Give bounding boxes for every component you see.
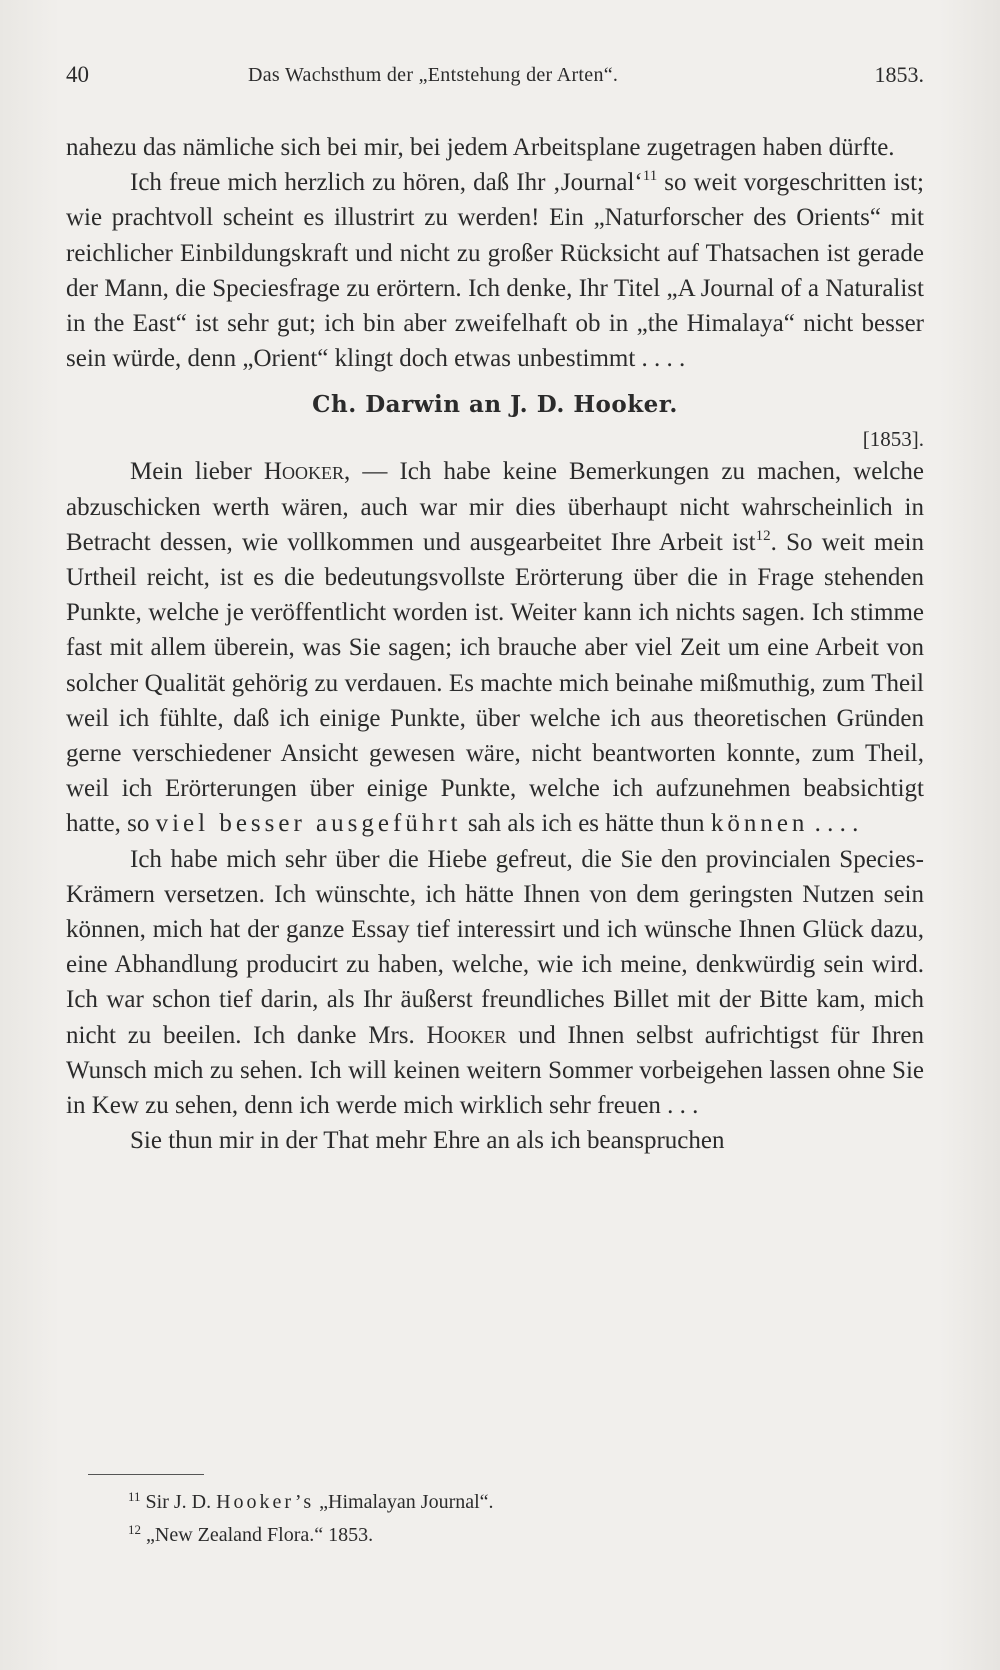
recipient-name: Hooker xyxy=(263,458,344,486)
letter-heading: Ch. Darwin an J. D. Hooker. xyxy=(312,391,678,419)
footnotes xyxy=(128,1486,828,1552)
header-year: 1853. xyxy=(874,62,924,87)
running-header xyxy=(66,62,924,92)
footnote-12: $^{12}$ „New Zealand Flora.“ 1853. xyxy=(128,1522,374,1546)
paragraph-letter-opening: Mein lieber Hooker, — Ich habe keine Bemerkungen zu machen, welche abzuschicken werth wären, auch war mir dies überhaupt nicht wahrscheinlich in Betracht dessen, wie vollkommen und ausgearbeitet Ihre Arbeit ist$^{12}$. So weit mein Urtheil reicht, ist es die bedeutungsvollste Erörterung über die in Frage stehenden Punkte, welche je veröffentlicht worden ist. Weiter kann ich nichts sagen. Ich stimme fast mit allem überein, was Sie sagen; ich brauche aber viel Zeit um eine Arbeit von solcher Qualität gehörig zu verdauen. Es machte mich beinahe mißmuthig, zum Theil weil ich fühlte, daß ich einige Punkte, über welche ich aus theoretischen Gründen gerne verschiedener Ansicht gewesen wäre, nicht beantworten konnte, zum Theil, weil ich Erörterungen über einige Punkte, welche ich aufzunehmen beabsichtigt hatte, so viel besser ausgeführt sah als ich es hätte thun können . . . . xyxy=(66,458,925,838)
footnote-ref-11[interactable]: 11 xyxy=(642,168,658,185)
footnote-ref-12[interactable]: 12 xyxy=(755,527,771,544)
footnote-11: $^{11}$ Sir J. D. Hooker’s „Himalayan Journal“. xyxy=(128,1489,494,1513)
paragraph-journal: Ich freue mich herzlich zu hören, daß Ihr ‚Journal‘$^{11}$ so weit vorgeschritten ist; wie prachtvoll scheint es illustrirt zu werden! Ein „Naturforscher des Orients“ mit reichlicher Einbildungskraft und nicht zu großer Rücksicht auf Thatsachen ist gerade der Mann, die Speciesfrage zu erörtern. Ich denke, Ihr Titel „A Journal of a Naturalist in the East“ ist sehr gut; ich bin aber zweifelhaft ob in „the Himalaya“ nicht besser sein würde, denn „Orient“ klingt doch etwas unbestimmt . . . . xyxy=(66,168,924,373)
mrs-hooker-name: Hooker xyxy=(426,1021,507,1049)
emphasis-spaced-2: können xyxy=(710,810,809,838)
paragraph-continued: nahezu das nämliche sich bei mir, bei jedem Arbeitsplane zugetragen haben dürfte. xyxy=(66,134,895,161)
page-body xyxy=(66,130,924,1158)
running-title: Das Wachsthum der „Entstehung der Arten“. xyxy=(248,64,619,86)
paragraph-honour: Sie thun mir in der That mehr Ehre an als ich beanspruchen xyxy=(130,1127,725,1155)
letter-date: [1853]. xyxy=(862,427,924,452)
emphasis-spaced: viel besser ausgeführt xyxy=(155,810,462,838)
page-number: 40 xyxy=(66,62,89,87)
paragraph-species: Ich habe mich sehr über die Hiebe gefreut, die Sie den provincialen Species-Krämern versetzen. Ich wünschte, ich hätte Ihnen von dem geringsten Nutzen sein können, mich hat der ganze Essay tief interessirt und ich wünsche Ihnen Glück dazu, eine Abhandlung producirt zu haben, welche, wie ich meine, denkwürdig sein wird. Ich war schon tief darin, als Ihr äußerst freundliches Billet mit der Bitte kam, mich nicht zu beeilen. Ich danke Mrs. Hooker und Ihnen selbst aufrichtigst für Ihren Wunsch mich zu sehen. Ich will keinen weitern Sommer vorbeigehen lassen ohne Sie in Kew zu sehen, denn ich werde mich wirklich sehr freuen . . . xyxy=(66,845,924,1120)
footnote-separator xyxy=(88,1474,204,1475)
